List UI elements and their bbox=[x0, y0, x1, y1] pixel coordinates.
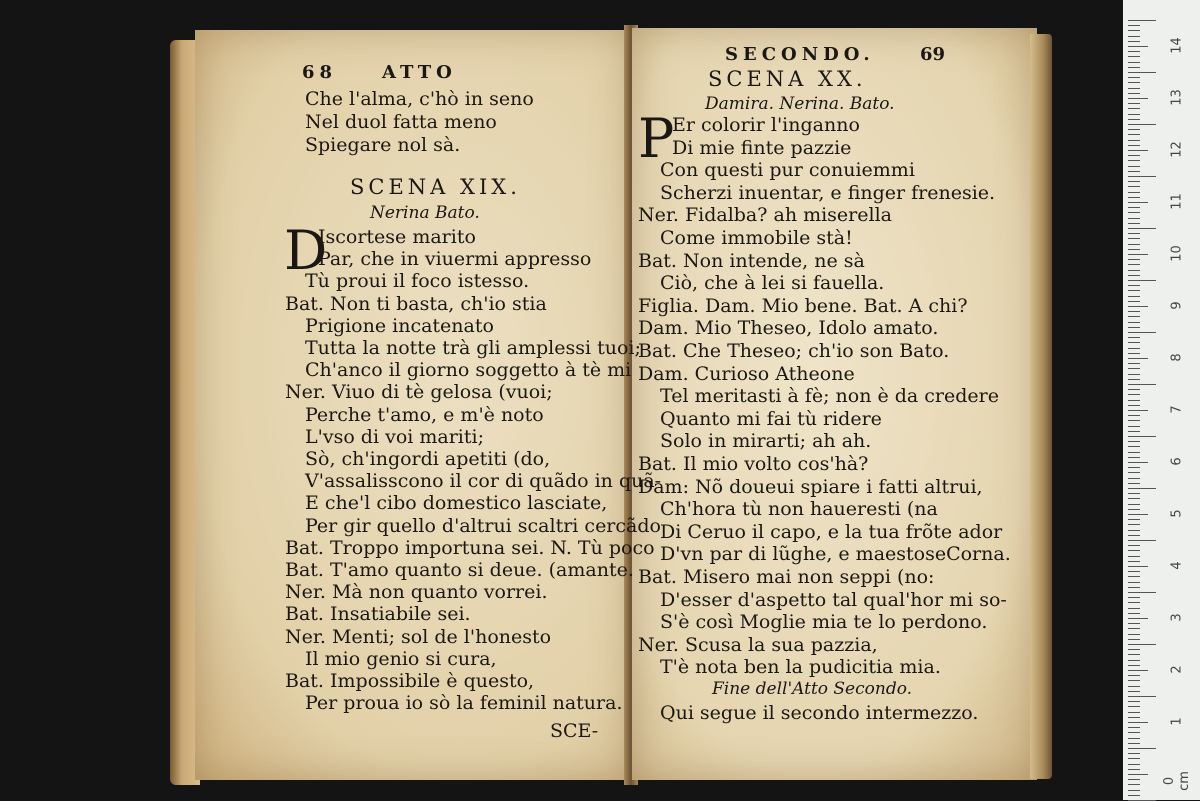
verse-line: Scherzi inuentar, e finger frenesie. bbox=[660, 181, 996, 204]
ruler-tick bbox=[1128, 82, 1140, 83]
verse-line: Per proua io sò la feminil natura. bbox=[305, 692, 623, 715]
ruler-tick bbox=[1128, 280, 1156, 281]
ruler-tick bbox=[1128, 30, 1140, 31]
verse-line: Perche t'amo, e m'è noto bbox=[305, 403, 544, 426]
verse-line: S'è così Moglie mia te lo perdono. bbox=[660, 611, 988, 634]
ruler-tick bbox=[1128, 706, 1140, 707]
verse-line: Come immobile stà! bbox=[660, 227, 853, 249]
ruler-tick bbox=[1128, 233, 1140, 234]
right-running-head: SECONDO. bbox=[725, 44, 875, 65]
verse-line: Che l'alma, c'hò in seno bbox=[305, 88, 534, 110]
verse-line: Bat. Non ti basta, ch'io stia bbox=[285, 292, 547, 315]
verse-line: Solo in mirarti; ah ah. bbox=[660, 430, 872, 453]
verse-line: E che'l cibo domestico lasciate, bbox=[305, 492, 608, 515]
ruler-tick bbox=[1128, 519, 1140, 520]
ruler-tick bbox=[1128, 462, 1148, 463]
ruler-tick bbox=[1128, 524, 1140, 525]
ruler-tick bbox=[1128, 353, 1140, 354]
verse-line: Per gir quello d'altrui scaltri cercãdo bbox=[305, 514, 661, 537]
ruler-tick bbox=[1128, 285, 1140, 286]
ruler-tick bbox=[1128, 613, 1140, 614]
ruler-tick bbox=[1128, 358, 1148, 359]
ruler-tick bbox=[1128, 223, 1140, 224]
ruler-tick bbox=[1128, 748, 1156, 749]
ruler-tick bbox=[1128, 701, 1140, 702]
verse-line: L'vso di voi mariti; bbox=[305, 425, 484, 448]
ruler-tick bbox=[1128, 530, 1140, 531]
ruler-tick bbox=[1128, 296, 1140, 297]
verse-line: Dam. Mio Theseo, Idolo amato. bbox=[638, 317, 939, 340]
ruler-number: 8 bbox=[1169, 353, 1185, 362]
ruler-tick bbox=[1128, 779, 1140, 780]
ruler-tick bbox=[1128, 62, 1140, 63]
ruler-number: 3 bbox=[1169, 613, 1185, 622]
ruler-tick bbox=[1128, 400, 1140, 401]
verse-line: Ch'anco il giorno soggetto à tè mi bbox=[305, 359, 632, 382]
ruler-tick bbox=[1128, 249, 1140, 250]
ruler-tick bbox=[1128, 160, 1140, 161]
ruler-tick bbox=[1128, 665, 1140, 666]
ruler-tick bbox=[1128, 649, 1140, 650]
ruler-tick bbox=[1128, 686, 1140, 687]
ruler-tick bbox=[1128, 46, 1148, 47]
ruler-number: 9 bbox=[1169, 301, 1185, 310]
ruler-tick bbox=[1128, 181, 1140, 182]
ruler-tick bbox=[1128, 88, 1140, 89]
verse-line: Ciò, che à lei si fauella. bbox=[660, 272, 885, 295]
ruler-tick bbox=[1128, 498, 1140, 499]
ruler-tick bbox=[1128, 478, 1140, 479]
ruler-tick bbox=[1128, 337, 1140, 338]
verse-line: Tel meritasti à fè; non è da credere bbox=[660, 385, 999, 408]
scene-characters: Damira. Nerina. Bato. bbox=[705, 94, 895, 114]
ruler-tick bbox=[1128, 795, 1140, 796]
verse-line: Sò, ch'ingordi apetiti (do, bbox=[305, 448, 551, 470]
catchword: SCE- bbox=[550, 720, 599, 742]
ruler-tick bbox=[1128, 660, 1140, 661]
ruler-tick bbox=[1128, 259, 1140, 260]
ruler-tick bbox=[1128, 176, 1156, 177]
ruler-tick bbox=[1128, 114, 1140, 115]
verse-line: Bat. Il mio volto cos'hà? bbox=[638, 453, 869, 475]
verse-line: Dam. Curioso Atheone bbox=[638, 362, 855, 385]
ruler-tick bbox=[1128, 244, 1140, 245]
verse-line: Tù proui il foco istesso. bbox=[305, 270, 530, 293]
verse-line: Er colorir l'inganno bbox=[672, 114, 860, 136]
verse-line: Ner. Mà non quanto vorrei. bbox=[285, 581, 548, 604]
ruler-tick bbox=[1128, 197, 1140, 198]
ruler-number: 5 bbox=[1169, 509, 1185, 518]
ruler-tick bbox=[1128, 634, 1140, 635]
verse-line: Ch'hora tù non haueresti (na bbox=[660, 498, 938, 521]
ruler-tick bbox=[1128, 254, 1148, 255]
ruler-tick bbox=[1128, 93, 1140, 94]
ruler-tick bbox=[1128, 431, 1140, 432]
ruler-tick bbox=[1128, 290, 1140, 291]
ruler-tick bbox=[1128, 540, 1156, 541]
verse-line: Il mio genio si cura, bbox=[305, 647, 497, 670]
ruler-number: 0 cm bbox=[1162, 771, 1192, 791]
ruler-tick bbox=[1128, 691, 1140, 692]
ruler-tick bbox=[1128, 446, 1140, 447]
ruler-tick bbox=[1128, 306, 1148, 307]
ruler-tick bbox=[1128, 150, 1148, 151]
ruler-tick bbox=[1128, 790, 1140, 791]
verse-line: Di mie finte pazzie bbox=[672, 136, 852, 159]
verse-line: T'è nota ben la pudicitia mia. bbox=[660, 656, 941, 679]
ruler-tick bbox=[1128, 186, 1140, 187]
ruler-tick bbox=[1128, 145, 1140, 146]
ruler-number: 7 bbox=[1169, 405, 1185, 414]
ruler-tick bbox=[1128, 25, 1140, 26]
verse-line: Ner. Scusa la sua pazzia, bbox=[638, 633, 878, 656]
verse-line: Di Ceruo il capo, e la tua frõte ador bbox=[660, 520, 1003, 543]
left-page-number: 68 bbox=[302, 62, 338, 83]
ruler-tick bbox=[1128, 332, 1156, 333]
ruler-tick bbox=[1128, 535, 1140, 536]
drop-cap: P bbox=[638, 107, 675, 170]
ruler-tick bbox=[1128, 467, 1140, 468]
ruler-tick bbox=[1128, 171, 1140, 172]
verse-line: Par, che in viuermi appresso bbox=[318, 248, 592, 271]
ruler-tick bbox=[1128, 374, 1140, 375]
verse-line: Ner. Fidalba? ah miserella bbox=[638, 204, 892, 227]
ruler-tick bbox=[1128, 20, 1156, 21]
verse-line: Spiegare nol sà. bbox=[305, 134, 461, 156]
ruler-tick bbox=[1128, 155, 1140, 156]
ruler-tick bbox=[1128, 41, 1140, 42]
ruler-tick bbox=[1128, 67, 1140, 68]
ruler-tick bbox=[1128, 192, 1140, 193]
ruler-tick bbox=[1128, 738, 1140, 739]
ruler-tick bbox=[1128, 784, 1140, 785]
ruler-tick bbox=[1128, 592, 1156, 593]
ruler-tick bbox=[1128, 103, 1140, 104]
ruler-tick bbox=[1128, 415, 1140, 416]
ruler-number: 2 bbox=[1169, 665, 1185, 674]
ruler-tick bbox=[1128, 472, 1140, 473]
ruler-tick bbox=[1128, 608, 1140, 609]
ruler-tick bbox=[1128, 753, 1140, 754]
ruler-tick bbox=[1128, 389, 1140, 390]
ruler-tick bbox=[1128, 758, 1140, 759]
ruler-tick bbox=[1128, 602, 1140, 603]
ruler-tick bbox=[1128, 654, 1140, 655]
ruler-tick bbox=[1128, 228, 1156, 229]
verse-line: Ner. Viuo di tè gelosa (vuoi; bbox=[285, 381, 553, 404]
ruler-tick bbox=[1128, 264, 1140, 265]
ruler-tick bbox=[1128, 769, 1140, 770]
ruler-tick bbox=[1128, 342, 1140, 343]
ruler-tick bbox=[1128, 368, 1140, 369]
end-of-act-note: Fine dell'Atto Secondo. bbox=[712, 679, 913, 699]
verse-line: Prigione incatenato bbox=[305, 314, 494, 337]
ruler-tick bbox=[1128, 129, 1140, 130]
verse-line: Quanto mi fai tù ridere bbox=[660, 407, 882, 430]
ruler-tick bbox=[1128, 587, 1140, 588]
ruler-tick bbox=[1128, 582, 1140, 583]
verse-line: Con questi pur conuiemmi bbox=[660, 159, 915, 182]
book-edge-right bbox=[1030, 34, 1052, 779]
ruler-tick bbox=[1128, 764, 1140, 765]
ruler-tick bbox=[1128, 311, 1140, 312]
ruler-tick bbox=[1128, 514, 1148, 515]
ruler-tick bbox=[1128, 457, 1140, 458]
ruler-tick bbox=[1128, 327, 1140, 328]
ruler-tick bbox=[1128, 774, 1148, 775]
verse-line: Ner. Menti; sol de l'honesto bbox=[285, 625, 552, 648]
ruler-tick bbox=[1128, 644, 1156, 645]
verse-line: Iscortese marito bbox=[318, 226, 476, 248]
ruler-tick bbox=[1128, 441, 1140, 442]
ruler-tick bbox=[1128, 504, 1140, 505]
ruler-tick bbox=[1128, 566, 1148, 567]
ruler-tick bbox=[1128, 270, 1140, 271]
ruler-tick bbox=[1128, 77, 1140, 78]
ruler-tick bbox=[1128, 509, 1140, 510]
ruler-tick bbox=[1128, 119, 1140, 120]
verse-line: Bat. Misero mai non seppi (no: bbox=[638, 566, 935, 588]
scene-title: SCENA XIX. bbox=[350, 175, 521, 199]
ruler-number: 4 bbox=[1169, 561, 1185, 570]
verse-line: Bat. T'amo quanto si deue. (amante. bbox=[285, 559, 634, 581]
left-running-head: ATTO bbox=[382, 62, 457, 83]
ruler-number: 13 bbox=[1169, 89, 1185, 106]
ruler-tick bbox=[1128, 717, 1140, 718]
ruler-tick bbox=[1128, 639, 1140, 640]
ruler-tick bbox=[1128, 727, 1140, 728]
ruler-tick bbox=[1128, 301, 1140, 302]
ruler-tick bbox=[1128, 316, 1140, 317]
ruler-tick bbox=[1128, 597, 1140, 598]
ruler-tick bbox=[1128, 556, 1140, 557]
ruler-tick bbox=[1128, 696, 1156, 697]
ruler-tick bbox=[1128, 712, 1140, 713]
scene-characters: Nerina Bato. bbox=[370, 203, 480, 223]
ruler-tick bbox=[1128, 207, 1140, 208]
ruler-tick bbox=[1128, 576, 1140, 577]
ruler-number: 1 bbox=[1169, 717, 1185, 726]
ruler-tick bbox=[1128, 670, 1148, 671]
ruler-number: 6 bbox=[1169, 457, 1185, 466]
ruler-tick bbox=[1128, 384, 1156, 385]
ruler-tick bbox=[1128, 545, 1140, 546]
ruler-tick bbox=[1128, 348, 1140, 349]
verse-line: Tutta la notte trà gli amplessi tuoi; bbox=[305, 337, 641, 359]
ruler-tick bbox=[1128, 98, 1148, 99]
ruler-tick bbox=[1128, 722, 1148, 723]
verse-line: Nel duol fatta meno bbox=[305, 111, 497, 133]
verse-line: Bat. Insatiabile sei. bbox=[285, 603, 471, 626]
verse-line: Dam: Nõ doueui spiare i fatti altrui, bbox=[638, 475, 983, 498]
ruler-tick bbox=[1128, 275, 1140, 276]
ruler-tick bbox=[1128, 426, 1140, 427]
ruler-tick bbox=[1128, 680, 1140, 681]
ruler-tick bbox=[1128, 493, 1140, 494]
verse-line: D'vn par di lũghe, e maestoseCorna. bbox=[660, 543, 1011, 566]
ruler-scale bbox=[1128, 0, 1192, 800]
ruler-tick bbox=[1128, 108, 1140, 109]
ruler-tick bbox=[1128, 363, 1140, 364]
ruler-tick bbox=[1128, 238, 1140, 239]
verse-line: Bat. Non intende, ne sà bbox=[638, 249, 865, 272]
ruler-number: 11 bbox=[1169, 193, 1185, 210]
ruler-tick bbox=[1128, 628, 1140, 629]
verse-line: Figlia. Dam. Mio bene. Bat. A chi? bbox=[638, 294, 968, 317]
ruler-tick bbox=[1128, 488, 1156, 489]
verse-line: Bat. Troppo importuna sei. N. Tù poco bbox=[285, 536, 655, 559]
ruler-tick bbox=[1128, 410, 1148, 411]
ruler-tick bbox=[1128, 452, 1140, 453]
ruler-number: 14 bbox=[1169, 37, 1185, 54]
ruler-tick bbox=[1128, 561, 1140, 562]
ruler-tick bbox=[1128, 379, 1140, 380]
ruler-tick bbox=[1128, 436, 1156, 437]
ruler-tick bbox=[1128, 675, 1140, 676]
ruler-tick bbox=[1128, 166, 1140, 167]
ruler-tick bbox=[1128, 322, 1140, 323]
ruler-tick bbox=[1128, 218, 1140, 219]
ruler-tick bbox=[1128, 56, 1140, 57]
ruler-tick bbox=[1128, 134, 1140, 135]
ruler-tick bbox=[1128, 124, 1156, 125]
ruler-tick bbox=[1128, 405, 1140, 406]
ruler-tick bbox=[1128, 51, 1140, 52]
ruler-tick bbox=[1128, 394, 1140, 395]
scene-title: SCENA XX. bbox=[708, 67, 867, 91]
ruler-tick bbox=[1128, 623, 1140, 624]
ruler-tick bbox=[1128, 140, 1140, 141]
final-line: Qui segue il secondo intermezzo. bbox=[660, 702, 979, 724]
ruler-tick bbox=[1128, 618, 1148, 619]
ruler-tick bbox=[1128, 202, 1148, 203]
ruler-tick bbox=[1128, 212, 1140, 213]
verse-line: V'assalisscono il cor di quãdo in quã- bbox=[305, 470, 662, 493]
ruler-tick bbox=[1128, 732, 1140, 733]
drop-cap: D bbox=[284, 219, 328, 282]
ruler-tick bbox=[1128, 550, 1140, 551]
ruler-tick bbox=[1128, 743, 1140, 744]
verse-line: Bat. Che Theseo; ch'io son Bato. bbox=[638, 340, 950, 362]
verse-line: Bat. Impossibile è questo, bbox=[285, 670, 535, 692]
right-page-number: 69 bbox=[920, 44, 946, 65]
verse-line: D'esser d'aspetto tal qual'hor mi so- bbox=[660, 588, 1007, 611]
ruler-tick bbox=[1128, 571, 1140, 572]
ruler-number: 10 bbox=[1169, 245, 1185, 262]
ruler-number: 12 bbox=[1169, 141, 1185, 158]
ruler-tick bbox=[1128, 420, 1140, 421]
ruler-tick bbox=[1128, 483, 1140, 484]
ruler-tick bbox=[1128, 72, 1156, 73]
ruler-tick bbox=[1128, 36, 1140, 37]
